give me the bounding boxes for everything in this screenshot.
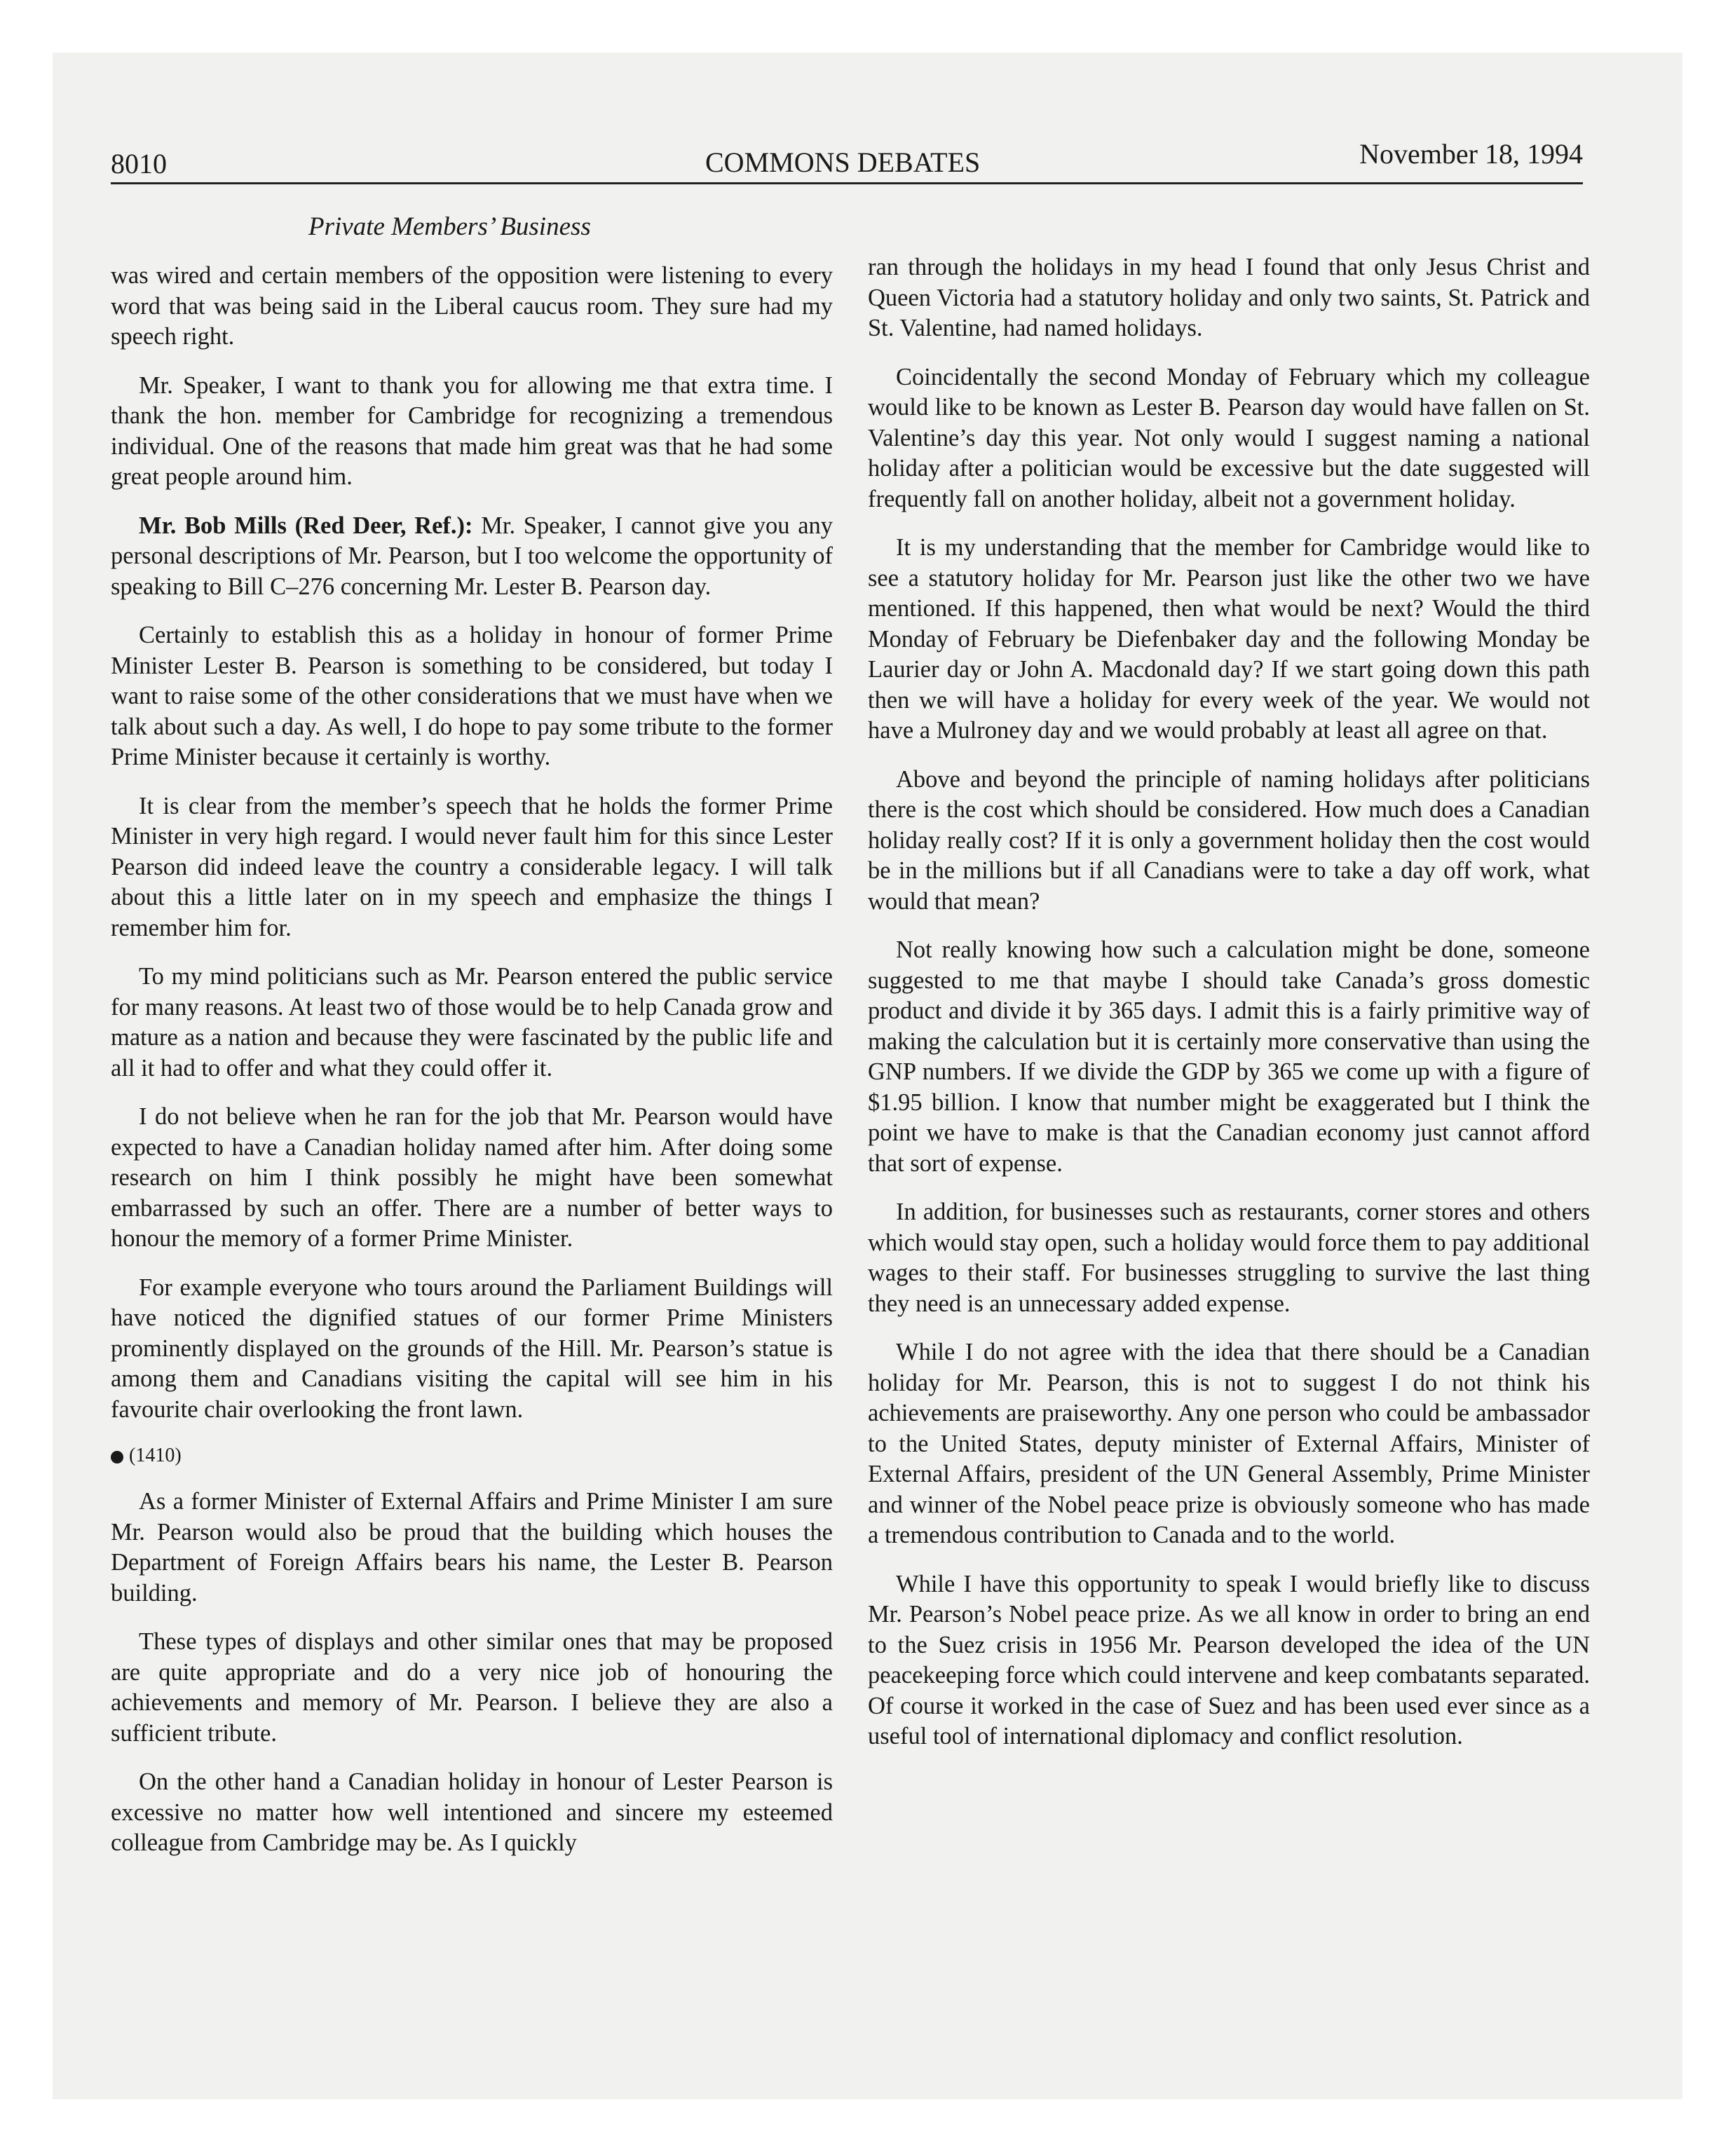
paragraph: Certainly to establish this as a holiday in honour of former Prime Minister Lester B. Pearson is something to be considered, but today I want to raise some of the other considerations that we must have when we talk about such a day. As well, I do hope to pay some tribute to the former Prime Minister because it certainly is worthy. (111, 622, 833, 770)
journal-title: COMMONS DEBATES (705, 146, 981, 178)
page-header (111, 140, 1583, 182)
paragraph: Not really knowing how such a calculation might be done, someone suggested to me that maybe I should take Canada’s gross domestic product and divide it by 365 days. I admit this is a fairly primitive way of making the calculation but it is certainly more conservative than using the GNP numbers. If we divide the GDP by 365 we come up with a figure of $1.95 billion. I know that number might be exaggerated but I think the point we have to make is that the Canadian economy just cannot afford that sort of expense. (868, 936, 1590, 1177)
time-stamp: (1410) (129, 1445, 182, 1466)
paragraph: These types of displays and other similar ones that may be proposed are quite appropriate and do a very nice job of honouring the achievements and memory of Mr. Pearson. I believe they are also a sufficient tribute. (111, 1628, 833, 1747)
paragraph: In addition, for businesses such as restaurants, corner stores and others which would stay open, such a holiday would force them to pay additional wages to their staff. For businesses struggling to survive the last thing they need is an unnecessary added expense. (868, 1199, 1590, 1317)
bullet-icon (111, 1451, 123, 1464)
paragraph: On the other hand a Canadian holiday in honour of Lester Pearson is excessive no matter how well intentioned and sincere my esteemed colleague from Cambridge may be. As I quickly (111, 1768, 833, 1856)
paragraph: Mr. Speaker, I want to thank you for allowing me that extra time. I thank the hon. member for Cambridge for recognizing a tremendous individual. One of the reasons that made him great was that he had some great people around him. (111, 371, 833, 490)
paragraph: ran through the holidays in my head I found that only Jesus Christ and Queen Victoria had a statutory holiday and only two saints, St. Patrick and St. Valentine, had named holidays. (868, 254, 1590, 341)
header-rule (111, 182, 1583, 184)
section-title: Private Members’ Business (308, 212, 591, 241)
right-column (868, 252, 1590, 1770)
paragraph: For example everyone who tours around the Parliament Buildings will have noticed the dignified statues of our former Prime Ministers prominently displayed on the grounds of the Hill. Mr. Pearson’s statue is among them and Canadians visiting the capital will see him in his favourite chair overlooking the front lawn. (111, 1274, 833, 1423)
paragraph: While I do not agree with the idea that there should be a Canadian holiday for Mr. Pearson, this is not to suggest I do not think his achievements are praiseworthy. Any one person who could be ambassador to the United States, deputy minister of External Affairs, Minister of External Affairs, president of the UN General Assembly, Prime Minister and winner of the Nobel peace prize is obviously someone who has made a tremendous contribution to Canada and to the world. (868, 1339, 1590, 1548)
speaker-name: Mr. Bob Mills (Red Deer, Ref.): (139, 512, 473, 539)
paragraph: It is my understanding that the member for Cambridge would like to see a statutory holiday for Mr. Pearson just like the other two we have mentioned. If this happened, then what would be next? Would the third Monday of February be Diefenbaker day and the following Monday be Laurier day or John A. Macdonald day? If we start going down this path then we will have a holiday for every week of the year. We would not have a Mulroney day and we would probably at least all agree on that. (868, 534, 1590, 744)
paragraph: Coincidentally the second Monday of February which my colleague would like to be known as Lester B. Pearson day would have fallen on St. Valentine’s day this year. Not only would I suggest naming a national holiday after a politician would be excessive but the date suggested will frequently fall on another holiday, albeit not a government holiday. (868, 363, 1590, 512)
sitting-date: November 18, 1994 (1359, 138, 1583, 170)
paragraph: While I have this opportunity to speak I would briefly like to discuss Mr. Pearson’s Nobel peace prize. As we all know in order to bring an end to the Suez crisis in 1956 Mr. Pearson developed the idea of the UN peacekeeping force which could intervene and keep combatants separated. Of course it worked in the case of Suez and has been used ever since as a useful tool of international diplomacy and conflict resolution. (868, 1570, 1590, 1749)
page-number: 8010 (111, 148, 167, 179)
speech-text: Mr. Speaker, I cannot give you any personal descriptions of Mr. Pearson, but I too welcome the opportunity of speaking to Bill C–276 concerning Mr. Lester B. Pearson day. (111, 512, 834, 600)
paragraph: I do not believe when he ran for the job that Mr. Pearson would have expected to have a Canadian holiday named after him. After doing some research on him I think possibly he might have been somewhat embarrassed by such an offer. There are a number of better ways to honour the memory of a former Prime Minister. (111, 1103, 833, 1252)
paragraph: was wired and certain members of the opposition were listening to every word that was being said in the Liberal caucus room. They sure had my speech right. (111, 262, 833, 350)
left-column (111, 261, 833, 1877)
paragraph: As a former Minister of External Affairs and Prime Minister I am sure Mr. Pearson would also be proud that the building which houses the Department of Foreign Affairs bears his name, the Lester B. Pearson building. (111, 1488, 833, 1606)
time-marker (111, 1443, 833, 1468)
paragraph: It is clear from the member’s speech that he holds the former Prime Minister in very high regard. I would never fault him for this since Lester Pearson did indeed leave the country a considerable legacy. I will talk about this a little later on in my speech and emphasize the things I remember him for. (111, 792, 833, 941)
paragraph: Above and beyond the principle of naming holidays after politicians there is the cost which should be considered. How much does a Canadian holiday really cost? If it is only a government holiday then the cost would be in the millions but if all Canadians were to take a day off work, what would that mean? (868, 765, 1590, 915)
paragraph: To my mind politicians such as Mr. Pearson entered the public service for many reasons. At least two of those would be to help Canada grow and mature as a nation and because they were fascinated by the public life and all it had to offer and what they could offer it. (111, 963, 833, 1082)
speaker-paragraph (111, 511, 833, 603)
